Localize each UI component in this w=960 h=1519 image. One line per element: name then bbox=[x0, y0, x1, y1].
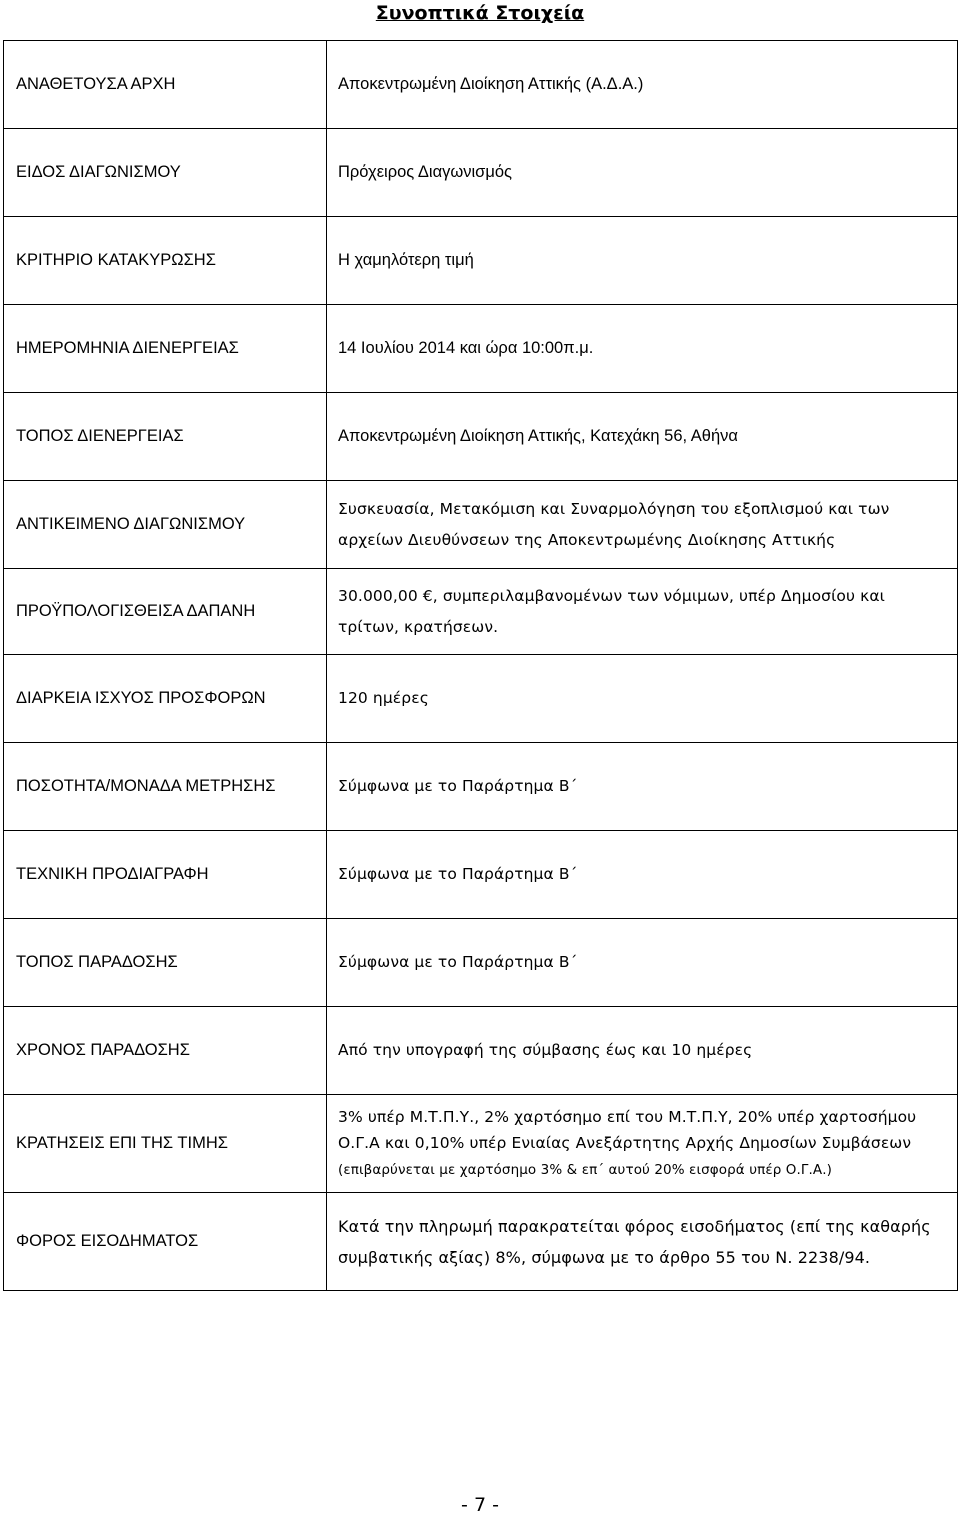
row-value-note: (επιβαρύνεται με χαρτόσημο 3% & επ΄ αυτού 20% εισφορά υπέρ Ο.Γ.Α.) bbox=[338, 1162, 833, 1178]
row-label: ΤΟΠΟΣ ΠΑΡΑΔΟΣΗΣ bbox=[4, 919, 327, 1007]
table-row bbox=[4, 569, 958, 655]
row-label: ΗΜΕΡΟΜΗΝΙΑ ΔΙΕΝΕΡΓΕΙΑΣ bbox=[4, 305, 327, 393]
row-label: ΚΡΙΤΗΡΙΟ ΚΑΤΑΚΥΡΩΣΗΣ bbox=[4, 217, 327, 305]
table-row bbox=[4, 743, 958, 831]
row-value: Αποκεντρωμένη Διοίκηση Αττικής, Κατεχάκη 56, Αθήνα bbox=[327, 393, 958, 481]
table-row bbox=[4, 1095, 958, 1193]
table-row bbox=[4, 831, 958, 919]
table-row bbox=[4, 305, 958, 393]
row-value: Σύμφωνα με το Παράρτημα Β΄ bbox=[327, 919, 958, 1007]
row-value-text: 3% υπέρ Μ.Τ.Π.Υ., 2% χαρτόσημο επί του Μ.Τ.Π.Υ, 20% υπέρ χαρτοσήμου Ο.Γ.Α και 0,10% υπέρ Ενιαίας Ανεξάρτητης Αρχής Δημοσίων Συμβάσεων bbox=[338, 1108, 917, 1152]
row-value: Συσκευασία, Μετακόμιση και Συναρμολόγηση του εξοπλισμού και των αρχείων Διευθύνσεων της Αποκεντρωμένης Διοίκησης Αττικής bbox=[327, 481, 958, 569]
table-row bbox=[4, 217, 958, 305]
row-label: ΤΕΧΝΙΚΗ ΠΡΟΔΙΑΓΡΑΦΗ bbox=[4, 831, 327, 919]
row-value: 14 Ιουλίου 2014 και ώρα 10:00π.μ. bbox=[327, 305, 958, 393]
document-title: Συνοπτικά Στοιχεία bbox=[375, 2, 585, 24]
row-label: ΤΟΠΟΣ ΔΙΕΝΕΡΓΕΙΑΣ bbox=[4, 393, 327, 481]
table-row bbox=[4, 41, 958, 129]
summary-table bbox=[3, 40, 958, 1291]
table-row bbox=[4, 919, 958, 1007]
table-row bbox=[4, 481, 958, 569]
table-row bbox=[4, 129, 958, 217]
row-label: ΑΝΑΘΕΤΟΥΣΑ ΑΡΧΗ bbox=[4, 41, 327, 129]
row-value: Κατά την πληρωμή παρακρατείται φόρος εισοδήματος (επί της καθαρής συμβατικής αξίας) 8%, σύμφωνα με το άρθρο 55 του Ν. 2238/94. bbox=[327, 1193, 958, 1291]
table-row bbox=[4, 1007, 958, 1095]
row-value: Σύμφωνα με το Παράρτημα Β΄ bbox=[327, 743, 958, 831]
row-label: ΦΟΡΟΣ ΕΙΣΟΔΗΜΑΤΟΣ bbox=[4, 1193, 327, 1291]
row-value: Η χαμηλότερη τιμή bbox=[327, 217, 958, 305]
row-label: ΠΟΣΟΤΗΤΑ/ΜΟΝΑΔΑ ΜΕΤΡΗΣΗΣ bbox=[4, 743, 327, 831]
row-value: Αποκεντρωμένη Διοίκηση Αττικής (Α.Δ.Α.) bbox=[327, 41, 958, 129]
row-label: ΠΡΟΫΠΟΛΟΓΙΣΘΕΙΣΑ ΔΑΠΑΝΗ bbox=[4, 569, 327, 655]
table-row bbox=[4, 1193, 958, 1291]
row-label: ΔΙΑΡΚΕΙΑ ΙΣΧΥΟΣ ΠΡΟΣΦΟΡΩΝ bbox=[4, 655, 327, 743]
page-number: - 7 - bbox=[461, 1494, 499, 1516]
row-value bbox=[327, 1095, 958, 1193]
row-value: 120 ημέρες bbox=[327, 655, 958, 743]
row-label: ΕΙΔΟΣ ΔΙΑΓΩΝΙΣΜΟΥ bbox=[4, 129, 327, 217]
row-value: Σύμφωνα με το Παράρτημα Β΄ bbox=[327, 831, 958, 919]
row-label: ΑΝΤΙΚΕΙΜΕΝΟ ΔΙΑΓΩΝΙΣΜΟΥ bbox=[4, 481, 327, 569]
row-value: Από την υπογραφή της σύμβασης έως και 10 ημέρες bbox=[327, 1007, 958, 1095]
table-row bbox=[4, 655, 958, 743]
row-value: Πρόχειρος Διαγωνισμός bbox=[327, 129, 958, 217]
row-label: ΚΡΑΤΗΣΕΙΣ ΕΠΙ ΤΗΣ ΤΙΜΗΣ bbox=[4, 1095, 327, 1193]
row-value: 30.000,00 €, συμπεριλαμβανομένων των νόμιμων, υπέρ Δημοσίου και τρίτων, κρατήσεων. bbox=[327, 569, 958, 655]
row-label: ΧΡΟΝΟΣ ΠΑΡΑΔΟΣΗΣ bbox=[4, 1007, 327, 1095]
table-row bbox=[4, 393, 958, 481]
